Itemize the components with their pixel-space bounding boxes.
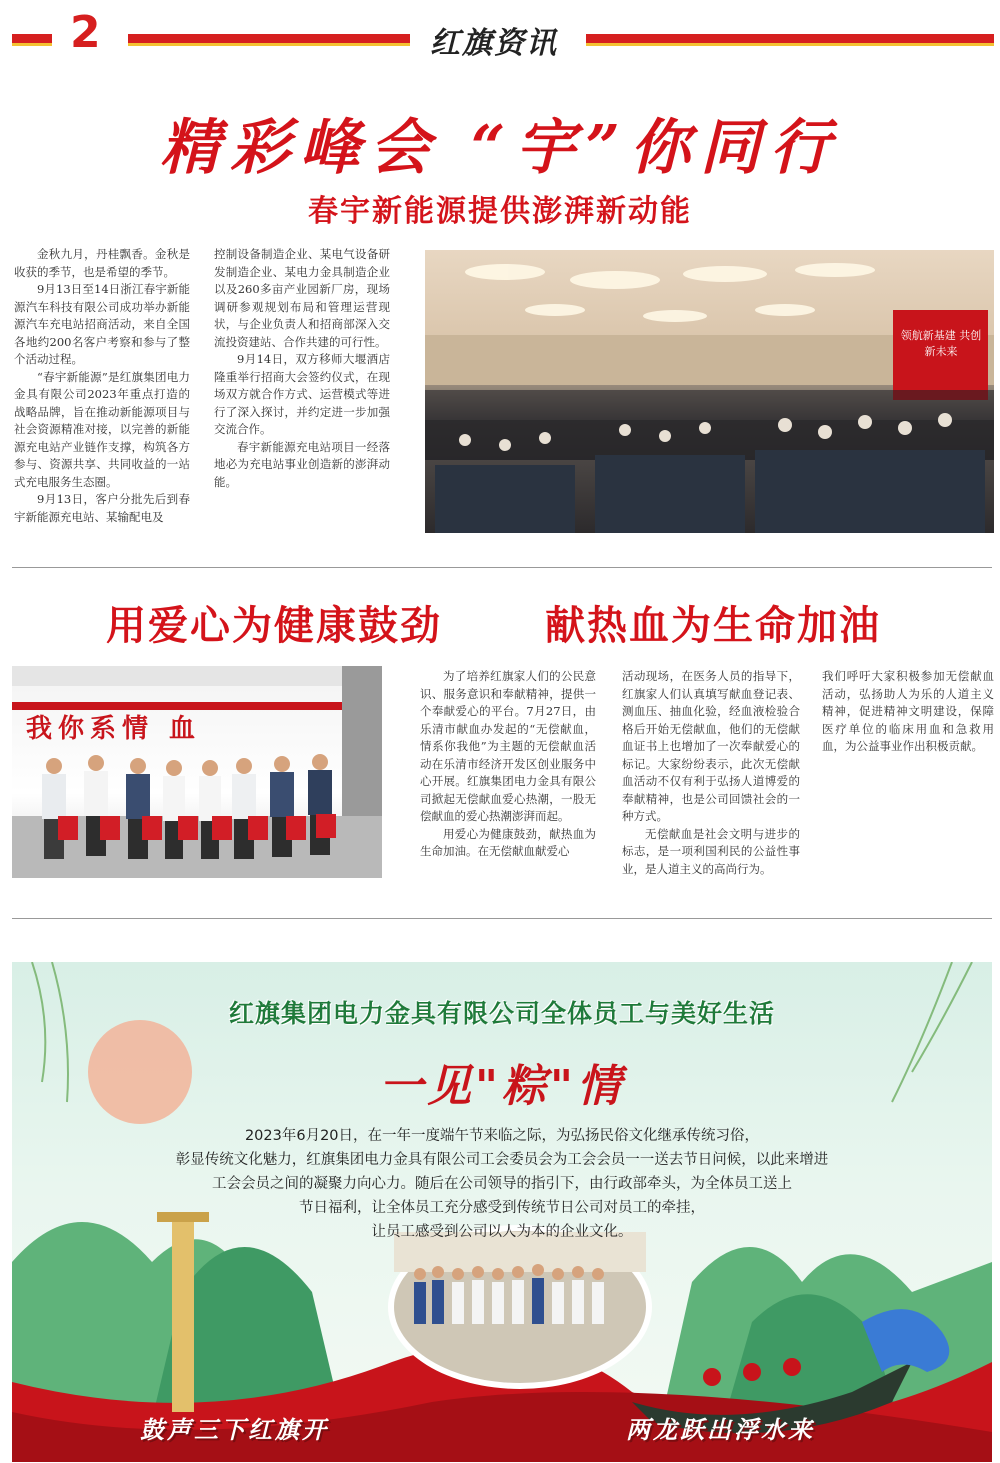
article1-column-1	[14, 246, 190, 526]
banner-line: 彰显传统文化魅力，红旗集团电力金具有限公司工会委员会为工会会员一一送去节日问候，以此来增进	[175, 1152, 829, 1168]
article2-title-left: 用爱心为健康鼓劲	[106, 603, 442, 649]
paragraph: 用爱心为健康鼓劲，献热血为生命加油。在无偿献血献爱心	[420, 826, 596, 858]
bus-banner-text: 我你系情 血	[26, 714, 202, 744]
banner-footer-left: 鼓声三下红旗开	[140, 1415, 329, 1444]
paragraph: “春宇新能源”是红旗集团电力金具有限公司2023年重点打造的战略品牌，旨在推动新能源项目与社会资源精准对接，以完善的新能源充电站产业链作支撑，构筑各方参与、资源共享、共同收益的一站式充电服务生态圈。	[14, 369, 190, 489]
blood-donation-photo	[12, 666, 382, 878]
banner-line: 工会会员之间的凝聚力向心力。随后在公司领导的指引下，由行政部牵头，为全体员工送上	[212, 1176, 792, 1192]
paragraph: 春宇新能源充电站项目一经落地必为充电站事业创造新的澎湃动能。	[214, 439, 390, 489]
article1-title: 精彩峰会 “宇”你同行	[160, 113, 840, 183]
banner-line: 节日福利，让全体员工充分感受到传统节日公司对员工的牵挂，	[299, 1200, 705, 1216]
paragraph: 无偿献血是社会文明与进步的标志，是一项利国利民的公益性事业，是人道主义的高尚行为。	[622, 826, 800, 876]
banner-footer-right: 两龙跃出浮水来	[626, 1415, 815, 1444]
header-bar-left	[12, 34, 52, 43]
header-bar-right	[586, 34, 994, 43]
article2-title-right: 献热血为生命加油	[545, 603, 881, 649]
banner-line: 2023年6月20日，在一年一度端午节来临之际，为弘扬民俗文化继承传统习俗，	[244, 1128, 760, 1144]
dragon-boat-banner	[12, 962, 992, 1462]
banner-text	[152, 1124, 852, 1244]
conference-scene	[425, 250, 994, 533]
banner-line: 让员工感受到公司以人为本的企业文化。	[371, 1224, 633, 1240]
banner-slogan: 一见"粽"情	[379, 1061, 625, 1112]
paragraph: 9月14日，双方移师大堰酒店隆重举行招商大会签约仪式，在现场双方就合作方式、运营模式等进行了深入探讨，并约定进一步加强交流合作。	[214, 352, 390, 436]
paragraph: 9月13日，客户分批先后到春宇新能源充电站、某输配电及	[14, 492, 190, 524]
page-number: 2	[70, 7, 101, 58]
conference-photo	[425, 250, 994, 533]
section-divider	[12, 918, 992, 919]
article2-column-1	[420, 668, 596, 861]
section-divider	[12, 567, 992, 568]
paragraph: 我们呼吁大家积极参加无偿献血活动，弘扬助人为乐的人道主义精神，促进精神文明建设，保障医疗单位的临床用血和急救用血，为公益事业作出积极贡献。	[822, 669, 994, 753]
blood-donation-scene	[12, 666, 382, 878]
article2-column-2	[622, 668, 800, 878]
header-bar-mid	[128, 34, 410, 43]
paragraph: 9月13日至14日浙江春宇新能源汽车科技有限公司成功举办新能源汽车充电站招商活动，来自全国各地约200名客户考察和参与了整个活动过程。	[14, 282, 190, 366]
article1-column-2	[214, 246, 390, 491]
screen-text: 领航新基建 共创新未来	[900, 329, 982, 358]
paragraph: 为了培养红旗家人们的公民意识、服务意识和奉献精神，提供一个奉献爱心的平台。7月27日，由乐清市献血办发起的“无偿献血，情系你我他”为主题的无偿献血活动在乐清市经济开发区创业服务中心开展。红旗集团电力金具有限公司掀起无偿献血爱心热潮，一股无偿献血的爱心热潮澎湃而起。	[420, 669, 596, 823]
banner-title: 红旗集团电力金具有限公司全体员工与美好生活	[228, 999, 775, 1028]
article2-column-3	[822, 668, 994, 756]
article1-subtitle: 春宇新能源提供澎湃新动能	[308, 194, 692, 229]
paragraph: 活动现场，在医务人员的指导下，红旗家人们认真填写献血登记表、测血压、抽血化验，经血液检验合格后开始无偿献血，他们的无偿献血证书上也增加了一次奉献爱心的标记。大家纷纷表示，此次无偿献血活动不仅有利于弘扬人道博爱的奉献精神，也是公司回馈社会的一种方式。	[622, 669, 800, 823]
paragraph: 金秋九月，丹桂飘香。金秋是收获的季节，也是希望的季节。	[14, 247, 190, 279]
paragraph: 控制设备制造企业、某电气设备研发制造企业、某电力金具制造企业以及260多亩产业园新厂房，现场调研参观规划布局和管理运营现状，与企业负责人和招商部深入交流投资建站、合作共建的可行性。	[214, 247, 390, 349]
masthead: 红旗资讯	[430, 26, 558, 61]
